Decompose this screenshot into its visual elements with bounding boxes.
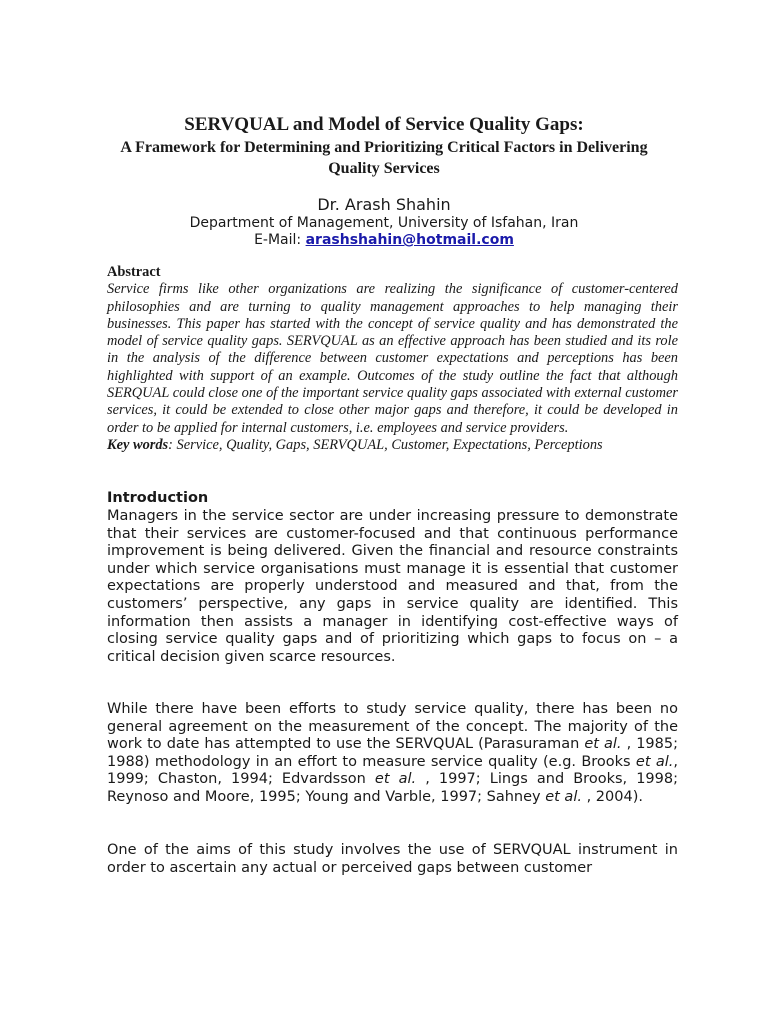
- p2-italic: et al.: [374, 771, 417, 788]
- email-link[interactable]: arashshahin@hotmail.com: [305, 232, 514, 248]
- keywords-label: Key words: [107, 436, 169, 453]
- p2-text: , 1997; Lings and Brooks, 1998; Reynoso and Moore, 1995; Young and Varble, 1997; Sahney: [107, 771, 678, 805]
- introduction-heading: Introduction: [107, 490, 209, 506]
- abstract-heading: Abstract: [107, 264, 161, 280]
- author-name: Dr. Arash Shahin: [317, 195, 451, 214]
- p2-italic: et al.: [635, 753, 674, 770]
- p2-text: , 2004).: [581, 788, 643, 805]
- abstract-section: [107, 264, 678, 454]
- keywords-line: [107, 437, 678, 454]
- p2-text: , 1999; Chaston, 1994; Edvardsson: [107, 753, 678, 788]
- intro-paragraph-2: [107, 701, 678, 807]
- email-label: E-Mail:: [254, 232, 306, 248]
- paper-title: SERVQUAL and Model of Service Quality Gaps:: [184, 114, 584, 135]
- author-affiliation: Department of Management, University of Isfahan, Iran: [189, 215, 579, 231]
- p2-text: , 1985; 1988) methodology in an effort to measure service quality (e.g. Brooks: [107, 736, 678, 770]
- author-email-line: [0, 232, 768, 249]
- intro-paragraph-1: Managers in the service sector are under increasing pressure to demonstrate that their services are customer-focused and that continuous performance improvement is being delivered. Given the financial and resource constraints under which service organisations must manage it is essential that customer expectations are properly understood and measured and that, from the customers’ perspective, any gaps in service quality are identified. This information then assists a manager in identifying cost-effective ways of closing service quality gaps and of prioritizing which gaps to focus on – a critical decision given scarce resources.: [107, 508, 678, 665]
- p2-text: While there have been efforts to study service quality, there has been no general agreement on the measurement of the concept. The majority of the work to date has attempted to use the SERVQUAL (Parasuraman: [107, 701, 678, 753]
- abstract-body: Service firms like other organizations are realizing the significance of customer-centered philosophies and are turning to quality management approaches to help managing their businesses. This paper has started with the concept of service quality and has demonstrated the model of service quality gaps. SERVQUAL as an effective approach has been studied and its role in the analysis of the difference between customer expectations and perceptions has been highlighted with support of an example. Outcomes of the study outline the fact that although SERQUAL could close one of the important service quality gaps associated with external customer services, it could be extended to close other major gaps and therefore, it could be developed in order to be applied for internal customers, i.e. employees and service providers.: [107, 281, 678, 436]
- intro-paragraph-3: One of the aims of this study involves the use of SERVQUAL instrument in order to ascertain any actual or perceived gaps between customer: [107, 842, 678, 876]
- keywords-list: : Service, Quality, Gaps, SERVQUAL, Customer, Expectations, Perceptions: [168, 436, 603, 453]
- paper-subtitle: A Framework for Determining and Prioritizing Critical Factors in Delivering Quality Services: [120, 139, 648, 177]
- p2-italic: et al.: [545, 788, 582, 805]
- p2-italic: et al.: [584, 736, 622, 753]
